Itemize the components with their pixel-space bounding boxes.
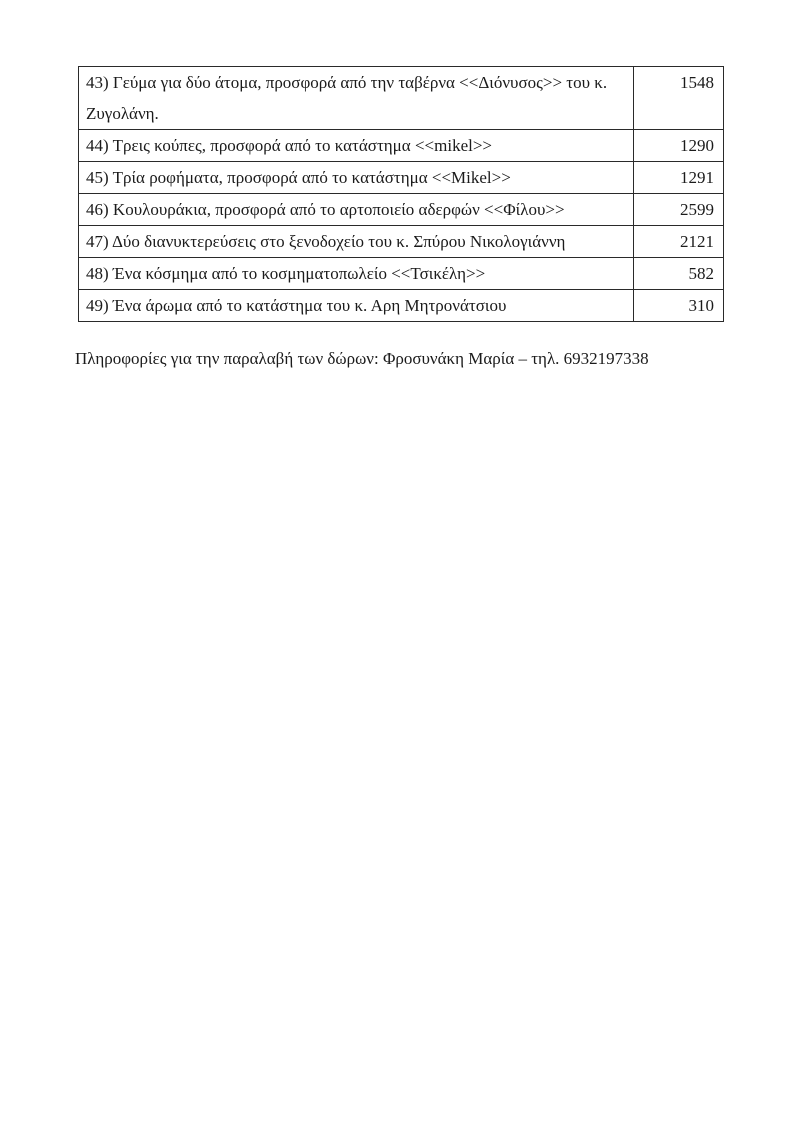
gift-value: 2599 bbox=[634, 194, 724, 226]
table-row bbox=[79, 162, 724, 194]
gift-value: 582 bbox=[634, 258, 724, 290]
gift-value: 310 bbox=[634, 290, 724, 322]
gift-description: 47) Δύο διανυκτερεύσεις στο ξενοδοχείο του κ. Σπύρου Νικολογιάννη bbox=[79, 226, 634, 258]
gift-value: 1548 bbox=[634, 67, 724, 130]
gift-value: 1290 bbox=[634, 130, 724, 162]
gifts-table-body bbox=[79, 67, 724, 322]
gift-value: 2121 bbox=[634, 226, 724, 258]
table-row bbox=[79, 258, 724, 290]
pickup-info-note: Πληροφορίες για την παραλαβή των δώρων: Φροσυνάκη Μαρία – τηλ. 6932197338 bbox=[75, 349, 649, 368]
gift-value: 1291 bbox=[634, 162, 724, 194]
gift-description: 44) Τρεις κούπες, προσφορά από το κατάστημα <<mikel>> bbox=[79, 130, 634, 162]
table-row bbox=[79, 290, 724, 322]
gift-description: 46) Κουλουράκια, προσφορά από το αρτοποιείο αδερφών <<Φίλου>> bbox=[79, 194, 634, 226]
gift-description: 48) Ένα κόσμημα από το κοσμηματοπωλείο <<Τσικέλη>> bbox=[79, 258, 634, 290]
table-row bbox=[79, 130, 724, 162]
table-row bbox=[79, 226, 724, 258]
gift-description: 43) Γεύμα για δύο άτομα, προσφορά από την ταβέρνα <<Διόνυσος>> του κ. Ζυγολάνη. bbox=[79, 67, 634, 130]
table-row bbox=[79, 194, 724, 226]
gift-description: 45) Τρία ροφήματα, προσφορά από το κατάστημα <<Mikel>> bbox=[79, 162, 634, 194]
gift-description: 49) Ένα άρωμα από το κατάστημα του κ. Αρη Μητρονάτσιου bbox=[79, 290, 634, 322]
table-row bbox=[79, 67, 724, 130]
gifts-table bbox=[78, 66, 724, 322]
